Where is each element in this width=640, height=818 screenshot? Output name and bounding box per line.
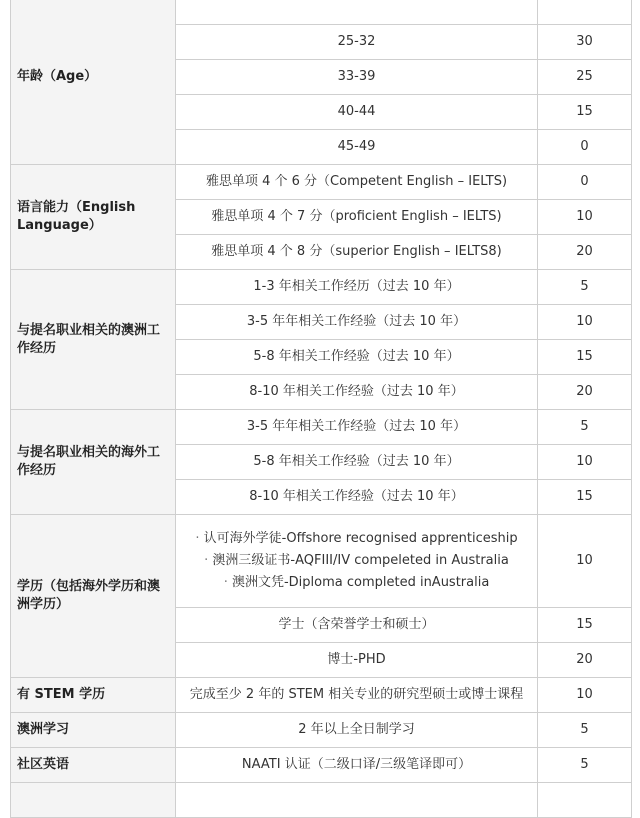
row-points: 30 (538, 25, 632, 60)
row-points: 15 (538, 340, 632, 375)
row-points: 20 (538, 235, 632, 270)
row-desc: 3-5 年年相关工作经验（过去 10 年） (176, 305, 538, 340)
row-desc: 完成至少 2 年的 STEM 相关专业的研究型硕士或博士课程 (176, 678, 538, 713)
row-points: 15 (538, 480, 632, 515)
row-desc: 5-8 年相关工作经验（过去 10 年） (176, 445, 538, 480)
category-next (11, 783, 176, 818)
category-au-work: 与提名职业相关的澳洲工作经历 (11, 270, 176, 410)
table-row (11, 410, 632, 445)
table-row (11, 515, 632, 608)
table-row (11, 713, 632, 748)
row-desc: 45-49 (176, 130, 538, 165)
row-points: 5 (538, 713, 632, 748)
table-row (11, 0, 632, 25)
table-row (11, 678, 632, 713)
category-age: 年龄（Age） (11, 0, 176, 165)
category-stem: 有 STEM 学历 (11, 678, 176, 713)
row-points (538, 0, 632, 25)
row-points: 10 (538, 445, 632, 480)
table-row (11, 165, 632, 200)
row-desc: 8-10 年相关工作经验（过去 10 年） (176, 480, 538, 515)
row-points: 0 (538, 165, 632, 200)
row-desc: 学士（含荣誉学士和硕士） (176, 608, 538, 643)
row-desc: 雅思单项 4 个 6 分（Competent English – IELTS) (176, 165, 538, 200)
row-desc: 8-10 年相关工作经验（过去 10 年） (176, 375, 538, 410)
row-points: 5 (538, 270, 632, 305)
row-desc: 40-44 (176, 95, 538, 130)
row-points: 5 (538, 748, 632, 783)
row-points: 5 (538, 410, 632, 445)
row-points: 20 (538, 375, 632, 410)
row-points: 10 (538, 678, 632, 713)
category-english: 语言能力（English Language） (11, 165, 176, 270)
row-points: 15 (538, 95, 632, 130)
row-desc: 5-8 年相关工作经验（过去 10 年） (176, 340, 538, 375)
category-education: 学历（包括海外学历和澳洲学历） (11, 515, 176, 678)
row-desc: 博士-PHD (176, 643, 538, 678)
row-desc: 3-5 年年相关工作经验（过去 10 年） (176, 410, 538, 445)
category-community-language: 社区英语 (11, 748, 176, 783)
row-points: 10 (538, 515, 632, 608)
table-row (11, 748, 632, 783)
row-points: 25 (538, 60, 632, 95)
row-points: 0 (538, 130, 632, 165)
row-desc-multi (176, 515, 538, 608)
category-overseas-work: 与提名职业相关的海外工作经历 (11, 410, 176, 515)
education-line: · 澳洲三级证书-AQFIII/IV compeleted in Australia (182, 550, 531, 572)
points-table (10, 0, 632, 818)
row-points: 15 (538, 608, 632, 643)
row-desc: 雅思单项 4 个 8 分（superior English – IELTS8) (176, 235, 538, 270)
education-line: · 澳洲文凭-Diploma completed inAustralia (182, 572, 531, 594)
row-desc (176, 0, 538, 25)
row-desc: 1-3 年相关工作经历（过去 10 年） (176, 270, 538, 305)
row-desc: 雅思单项 4 个 7 分（proficient English – IELTS) (176, 200, 538, 235)
category-au-study: 澳洲学习 (11, 713, 176, 748)
row-desc (176, 783, 538, 818)
row-points: 10 (538, 200, 632, 235)
table-row (11, 783, 632, 818)
row-points: 10 (538, 305, 632, 340)
row-points: 20 (538, 643, 632, 678)
education-line: · 认可海外学徒-Offshore recognised apprenticeship (182, 528, 531, 550)
row-desc: 2 年以上全日制学习 (176, 713, 538, 748)
row-desc: 33-39 (176, 60, 538, 95)
row-desc: NAATI 认证（二级口译/三级笔译即可） (176, 748, 538, 783)
row-desc: 25-32 (176, 25, 538, 60)
table-row (11, 270, 632, 305)
row-points (538, 783, 632, 818)
